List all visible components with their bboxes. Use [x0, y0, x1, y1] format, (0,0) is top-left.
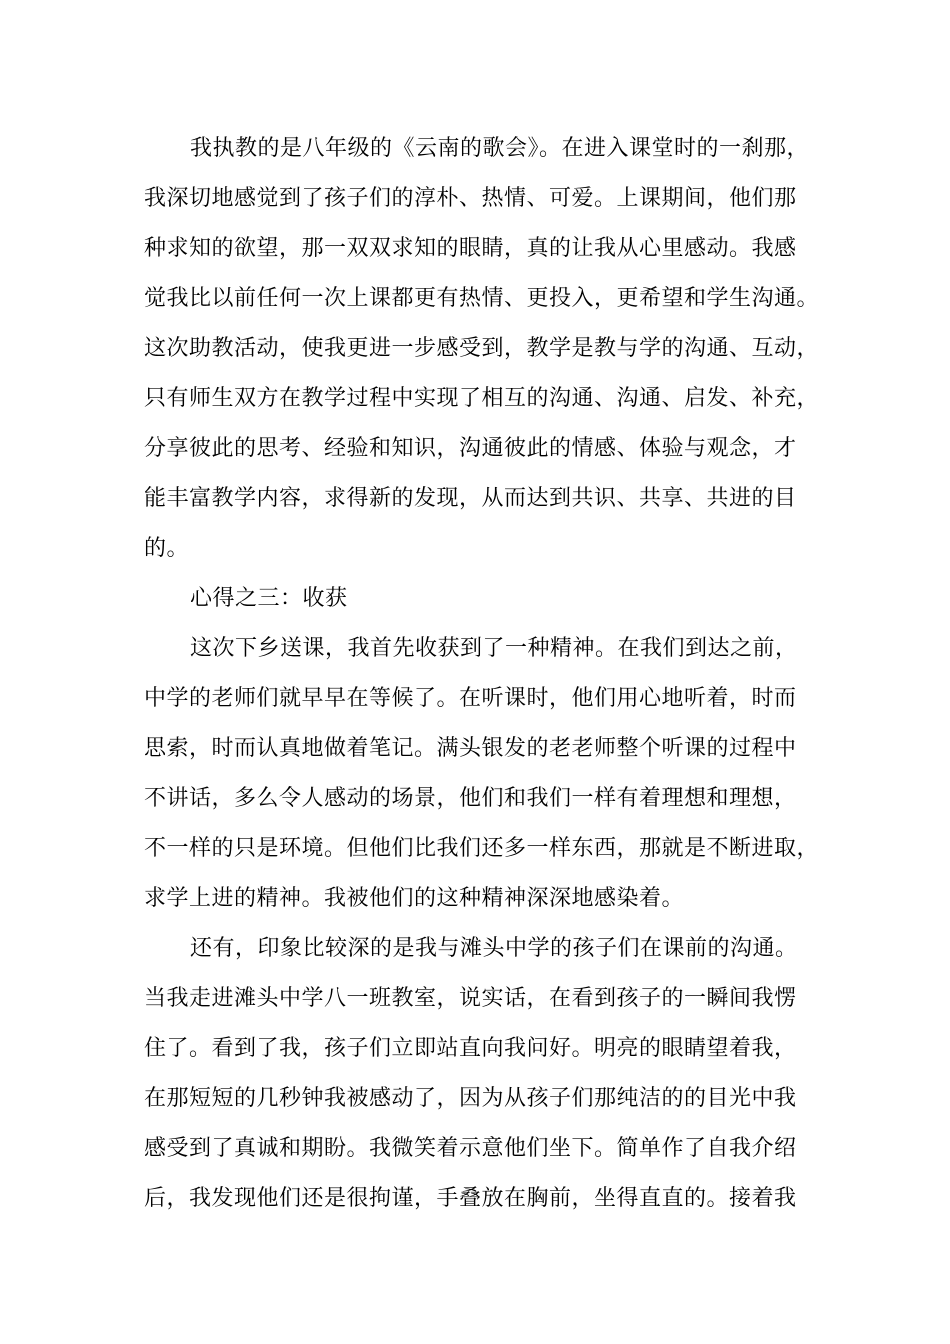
- paragraph-line-22: 后，我发现他们还是很拘谨，手叠放在胸前，坐得直直的。接着我: [144, 1186, 797, 1211]
- paragraph-line-2: 我深切地感觉到了孩子们的淳朴、热情、可爱。上课期间，他们那: [144, 186, 797, 211]
- paragraph-line-17: 还有，印象比较深的是我与滩头中学的孩子们在课前的沟通。: [190, 936, 798, 961]
- paragraph-line-13: 思索，时而认真地做着笔记。满头银发的老老师整个听课的过程中: [144, 736, 797, 761]
- paragraph-line-5: 这次助教活动，使我更进一步感受到，教学是教与学的沟通、互动，: [144, 336, 820, 361]
- paragraph-line-12: 中学的老师们就早早在等候了。在听课时，他们用心地听着，时而: [144, 686, 797, 711]
- paragraph-line-14: 不讲话，多么令人感动的场景，他们和我们一样有着理想和理想，: [144, 786, 797, 811]
- paragraph-line-6: 只有师生双方在教学过程中实现了相互的沟通、沟通、启发、补充，: [144, 386, 820, 411]
- paragraph-line-21: 感受到了真诚和期盼。我微笑着示意他们坐下。简单作了自我介绍: [144, 1136, 797, 1161]
- paragraph-line-8: 能丰富教学内容，求得新的发现，从而达到共识、共享、共进的目: [144, 486, 797, 511]
- paragraph-line-9: 的。: [144, 536, 190, 561]
- paragraph-line-15: 不一样的只是环境。但他们比我们还多一样东西，那就是不断进取，: [144, 836, 820, 861]
- paragraph-line-19: 住了。看到了我，孩子们立即站直向我问好。明亮的眼睛望着我，: [144, 1036, 797, 1061]
- paragraph-line-16: 求学上进的精神。我被他们的这种精神深深地感染着。: [144, 886, 685, 911]
- paragraph-line-20: 在那短短的几秒钟我被感动了，因为从孩子们那纯洁的的目光中我: [144, 1086, 797, 1111]
- section-heading: 心得之三：收获: [190, 586, 348, 611]
- paragraph-line-7: 分享彼此的思考、经验和知识，沟通彼此的情感、体验与观念，才: [144, 436, 797, 461]
- paragraph-line-1: 我执教的是八年级的《云南的歌会》。在进入课堂时的一刹那，: [190, 136, 810, 161]
- paragraph-line-3: 种求知的欲望，那一双双求知的眼睛，真的让我从心里感动。我感: [144, 236, 797, 261]
- paragraph-line-11: 这次下乡送课，我首先收获到了一种精神。在我们到达之前，: [190, 636, 798, 661]
- paragraph-line-18: 当我走进滩头中学八一班教室，说实话，在看到孩子的一瞬间我愣: [144, 986, 797, 1011]
- paragraph-line-4: 觉我比以前任何一次上课都更有热情、更投入，更希望和学生沟通。: [144, 286, 820, 311]
